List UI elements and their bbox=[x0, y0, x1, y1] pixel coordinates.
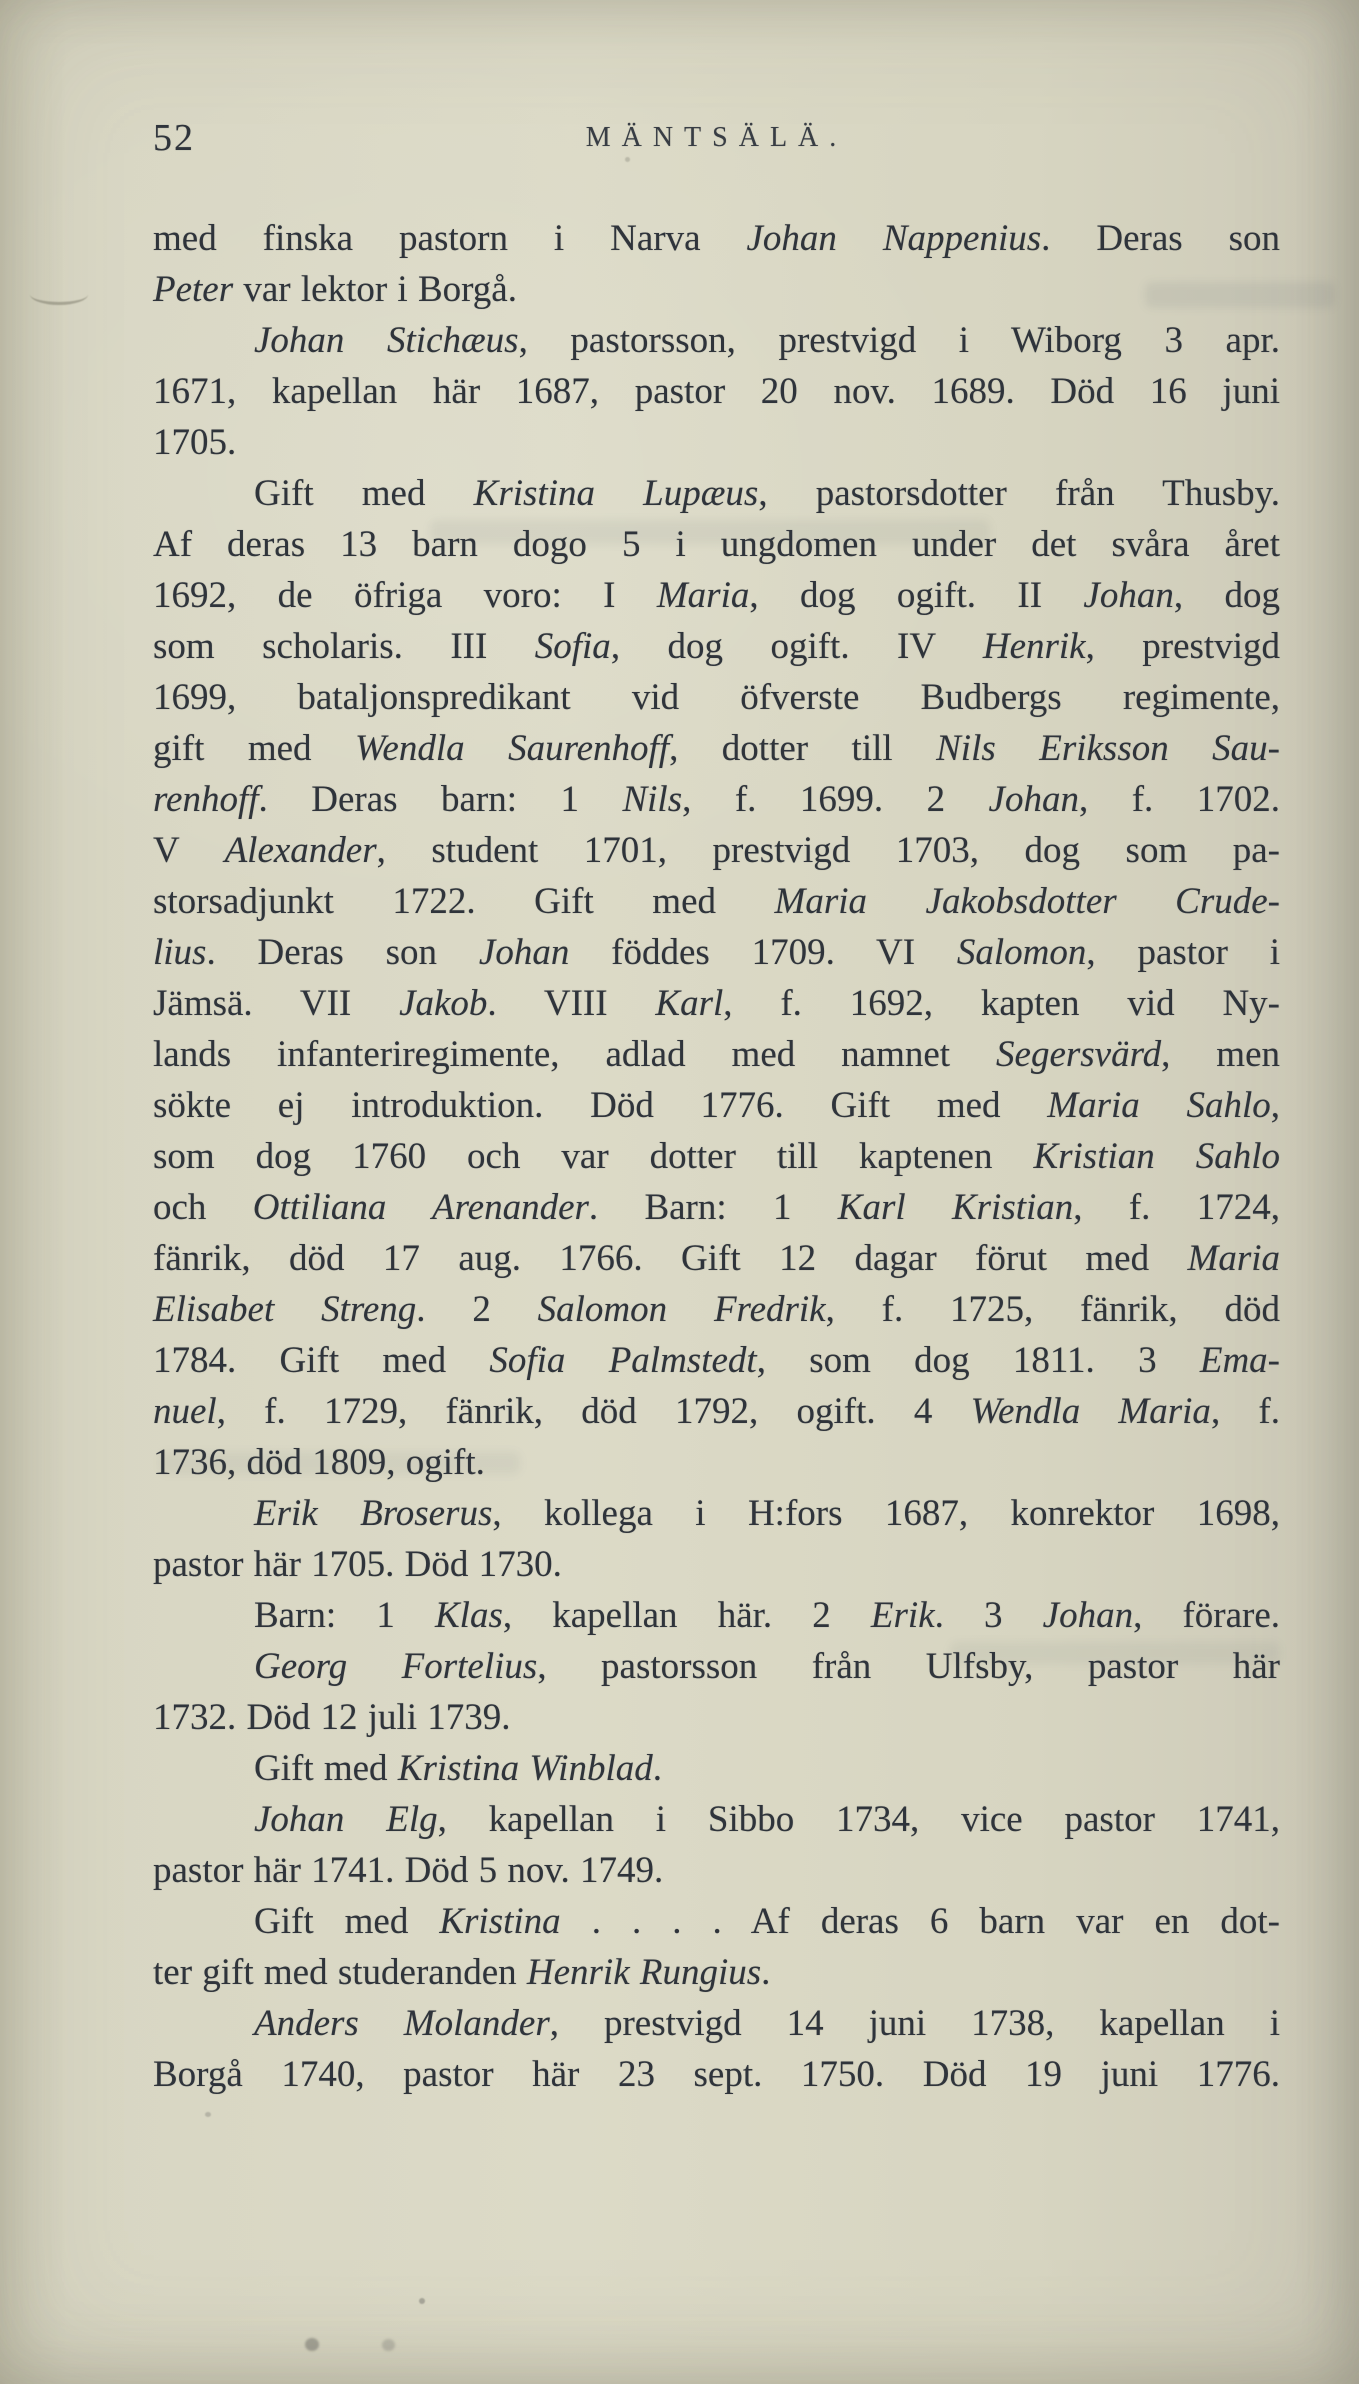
text-run: , prestvigd 14 juni 1738, kapellan i bbox=[549, 2003, 1280, 2044]
paper-speck bbox=[205, 2112, 211, 2117]
text-line bbox=[153, 1437, 1280, 1488]
text-run: var lektor i Borgå. bbox=[233, 269, 517, 310]
text-line bbox=[153, 927, 1280, 978]
italic-name-run: Johan bbox=[988, 779, 1079, 820]
italic-name-run: Alexander bbox=[224, 830, 377, 871]
italic-name-run: Johan bbox=[1083, 575, 1174, 616]
text-run: 1736, död 1809, ogift. bbox=[153, 1442, 485, 1483]
italic-name-run: renhoff bbox=[153, 779, 259, 820]
italic-name-run: Maria bbox=[1187, 1238, 1280, 1279]
text-line bbox=[153, 264, 1280, 315]
text-run: , kapellan här. 2 bbox=[502, 1595, 871, 1636]
text-line bbox=[153, 672, 1280, 723]
paper-speck bbox=[382, 2339, 395, 2351]
text-run: V bbox=[153, 830, 225, 871]
text-run: , dotter till bbox=[669, 728, 937, 769]
text-run: 1732. Död 12 juli 1739. bbox=[153, 1697, 511, 1738]
page-header bbox=[153, 116, 1280, 160]
text-line bbox=[153, 468, 1280, 519]
italic-name-run: Kristina Winblad bbox=[397, 1748, 653, 1789]
text-run: , pastor i bbox=[1086, 932, 1281, 973]
italic-name-run: Nils Eriksson Sau- bbox=[936, 728, 1280, 769]
text-run: 1784. Gift med bbox=[153, 1340, 490, 1381]
text-line bbox=[153, 1794, 1280, 1845]
paper-speck bbox=[305, 2338, 319, 2351]
text-run: Gift med bbox=[254, 473, 474, 514]
text-run: Gift med bbox=[254, 1901, 440, 1942]
italic-name-run: Henrik Rungius bbox=[526, 1952, 762, 1993]
italic-name-run: Wendla Saurenhoff bbox=[355, 728, 670, 769]
text-line bbox=[153, 1692, 1280, 1743]
text-line bbox=[153, 1998, 1280, 2049]
italic-name-run: Segersvärd bbox=[996, 1034, 1162, 1075]
text-line bbox=[153, 366, 1280, 417]
text-run: , men bbox=[1161, 1034, 1280, 1075]
text-line bbox=[153, 1743, 1280, 1794]
italic-name-run: Johan bbox=[1042, 1595, 1134, 1636]
text-run: pastor här 1705. Död 1730. bbox=[153, 1544, 562, 1585]
italic-name-run: Elisabet Streng bbox=[153, 1289, 417, 1330]
text-line bbox=[153, 621, 1280, 672]
italic-name-run: Salomon Fredrik bbox=[537, 1289, 826, 1330]
italic-name-run: Johan Elg bbox=[254, 1799, 438, 1840]
italic-name-run: Johan bbox=[478, 932, 570, 973]
italic-name-run: Klas bbox=[434, 1595, 503, 1636]
text-run: 1671, kapellan här 1687, pastor 20 nov. 1689. Död 16 juni bbox=[153, 371, 1280, 412]
text-run: 1705. bbox=[153, 422, 237, 463]
text-run: pastor här 1741. Död 5 nov. 1749. bbox=[153, 1850, 664, 1891]
text-line bbox=[153, 1182, 1280, 1233]
text-run: , f. 1729, fänrik, död 1792, ogift. 4 bbox=[216, 1391, 971, 1432]
text-line bbox=[153, 1590, 1280, 1641]
text-run: , f. 1702. bbox=[1078, 779, 1280, 820]
text-line bbox=[153, 1539, 1280, 1590]
text-run: , student 1701, prestvigd 1703, dog som pa- bbox=[376, 830, 1280, 871]
text-run: . bbox=[652, 1748, 662, 1789]
italic-name-run: Sofia bbox=[534, 626, 611, 667]
text-line bbox=[153, 723, 1280, 774]
text-line bbox=[153, 1029, 1280, 1080]
text-run: , pastorsson från Ulfsby, pastor här bbox=[537, 1646, 1280, 1687]
text-run: , dog bbox=[1173, 575, 1280, 616]
italic-name-run: Kristina Lupæus bbox=[473, 473, 759, 514]
italic-name-run: Johan Stichæus bbox=[254, 320, 519, 361]
text-run: , kapellan i Sibbo 1734, vice pastor 1741, bbox=[437, 1799, 1280, 1840]
text-run: som scholaris. III bbox=[153, 626, 535, 667]
text-run: , f. 1699. 2 bbox=[682, 779, 989, 820]
italic-name-run: nuel bbox=[153, 1391, 217, 1432]
text-run: . bbox=[761, 1952, 771, 1993]
text-run: . 3 bbox=[934, 1595, 1043, 1636]
text-line bbox=[153, 774, 1280, 825]
italic-name-run: Georg Fortelius bbox=[254, 1646, 538, 1687]
text-run: ter gift med studeranden bbox=[153, 1952, 527, 1993]
italic-name-run: Jakob bbox=[399, 983, 488, 1024]
text-line bbox=[153, 825, 1280, 876]
page-number: 52 bbox=[153, 117, 195, 159]
text-run: . 2 bbox=[416, 1289, 538, 1330]
text-line bbox=[153, 1131, 1280, 1182]
italic-name-run: Ottiliana Arenander bbox=[252, 1187, 589, 1228]
text-line bbox=[153, 978, 1280, 1029]
text-run: . Barn: 1 bbox=[588, 1187, 838, 1228]
text-line bbox=[153, 1947, 1280, 1998]
text-run: , f. 1692, kapten vid Ny- bbox=[723, 983, 1280, 1024]
italic-name-run: Kristian Sahlo bbox=[1033, 1136, 1280, 1177]
text-run: , f. 1725, fänrik, död bbox=[825, 1289, 1280, 1330]
text-run: . VIII bbox=[487, 983, 656, 1024]
italic-name-run: Sofia Palmstedt bbox=[489, 1340, 757, 1381]
text-line bbox=[153, 1488, 1280, 1539]
text-run: , förare. bbox=[1133, 1595, 1281, 1636]
italic-name-run: Henrik bbox=[982, 626, 1086, 667]
text-run: Gift med bbox=[254, 1748, 398, 1789]
italic-name-run: Wendla Maria bbox=[970, 1391, 1211, 1432]
italic-name-run: Peter bbox=[153, 269, 234, 310]
text-line bbox=[153, 519, 1280, 570]
italic-name-run: Salomon bbox=[956, 932, 1087, 973]
text-line bbox=[153, 570, 1280, 621]
italic-name-run: Karl bbox=[655, 983, 724, 1024]
italic-name-run: Ema- bbox=[1199, 1340, 1280, 1381]
italic-name-run: Kristina bbox=[439, 1901, 561, 1942]
text-line bbox=[153, 417, 1280, 468]
text-line bbox=[153, 213, 1280, 264]
pencil-mark bbox=[30, 284, 88, 305]
text-run: sökte ej introduktion. Död 1776. Gift med bbox=[153, 1085, 1048, 1126]
text-run: Af deras 13 barn dogo 5 i ungdomen under det svåra året bbox=[153, 524, 1280, 565]
text-run: , kollega i H:fors 1687, konrektor 1698, bbox=[492, 1493, 1280, 1534]
italic-name-run: Nils bbox=[622, 779, 683, 820]
text-run: , som dog 1811. 3 bbox=[756, 1340, 1200, 1381]
italic-name-run: Maria Sahlo bbox=[1047, 1085, 1271, 1126]
text-line bbox=[153, 1335, 1280, 1386]
italic-name-run: Maria bbox=[656, 575, 750, 616]
text-run: som dog 1760 och var dotter till kaptenen bbox=[153, 1136, 1034, 1177]
text-run: Barn: 1 bbox=[254, 1595, 435, 1636]
text-run: 1692, de öfriga voro: I bbox=[153, 575, 657, 616]
text-run: . Deras son bbox=[1041, 218, 1281, 259]
text-run: föddes 1709. VI bbox=[569, 932, 957, 973]
text-run: , pastorsdotter från Thusby. bbox=[758, 473, 1280, 514]
italic-name-run: Johan Nappenius bbox=[746, 218, 1042, 259]
text-run: lands infanteriregimente, adlad med namnet bbox=[153, 1034, 997, 1075]
text-run: 1699, bataljonspredikant vid öfverste Budbergs regimente, bbox=[153, 677, 1280, 718]
text-run: Borgå 1740, pastor här 23 sept. 1750. Död 19 juni 1776. bbox=[153, 2054, 1280, 2095]
text-line bbox=[153, 1641, 1280, 1692]
text-run: , f. bbox=[1210, 1391, 1280, 1432]
text-line bbox=[153, 1080, 1280, 1131]
text-run: storsadjunkt 1722. Gift med bbox=[153, 881, 775, 922]
text-run: fänrik, död 17 aug. 1766. Gift 12 dagar förut med bbox=[153, 1238, 1188, 1279]
italic-name-run: Anders Molander bbox=[254, 2003, 550, 2044]
text-run: . Deras son bbox=[206, 932, 479, 973]
running-header: MÄNTSÄLÄ. bbox=[585, 122, 848, 153]
paper-speck bbox=[419, 2298, 425, 2304]
text-run: och bbox=[153, 1187, 253, 1228]
text-line bbox=[153, 876, 1280, 927]
text-run: , prestvigd bbox=[1085, 626, 1280, 667]
italic-name-run: Erik Broserus bbox=[254, 1493, 493, 1534]
text-line bbox=[153, 1386, 1280, 1437]
text-line bbox=[153, 1845, 1280, 1896]
italic-name-run: Karl Kristian bbox=[837, 1187, 1074, 1228]
text-run: med finska pastorn i Narva bbox=[153, 218, 747, 259]
text-run: , bbox=[1270, 1085, 1280, 1126]
text-line bbox=[153, 1233, 1280, 1284]
text-run: gift med bbox=[153, 728, 355, 769]
text-run: Jämsä. VII bbox=[153, 983, 400, 1024]
text-run: , dog ogift. II bbox=[749, 575, 1084, 616]
text-run: . Deras barn: 1 bbox=[258, 779, 623, 820]
italic-name-run: lius bbox=[153, 932, 207, 973]
text-line bbox=[153, 315, 1280, 366]
text-run: , pastorsson, prestvigd i Wiborg 3 apr. bbox=[518, 320, 1280, 361]
text-run: , f. 1724, bbox=[1073, 1187, 1280, 1228]
italic-name-run: Erik bbox=[870, 1595, 935, 1636]
body-text bbox=[153, 213, 1280, 2100]
italic-name-run: Maria Jakobsdotter Crude- bbox=[774, 881, 1280, 922]
text-run: . . . . Af deras 6 barn var en dot- bbox=[560, 1901, 1281, 1942]
text-run: , dog ogift. IV bbox=[610, 626, 983, 667]
text-line bbox=[153, 1896, 1280, 1947]
text-line bbox=[153, 2049, 1280, 2100]
text-line bbox=[153, 1284, 1280, 1335]
